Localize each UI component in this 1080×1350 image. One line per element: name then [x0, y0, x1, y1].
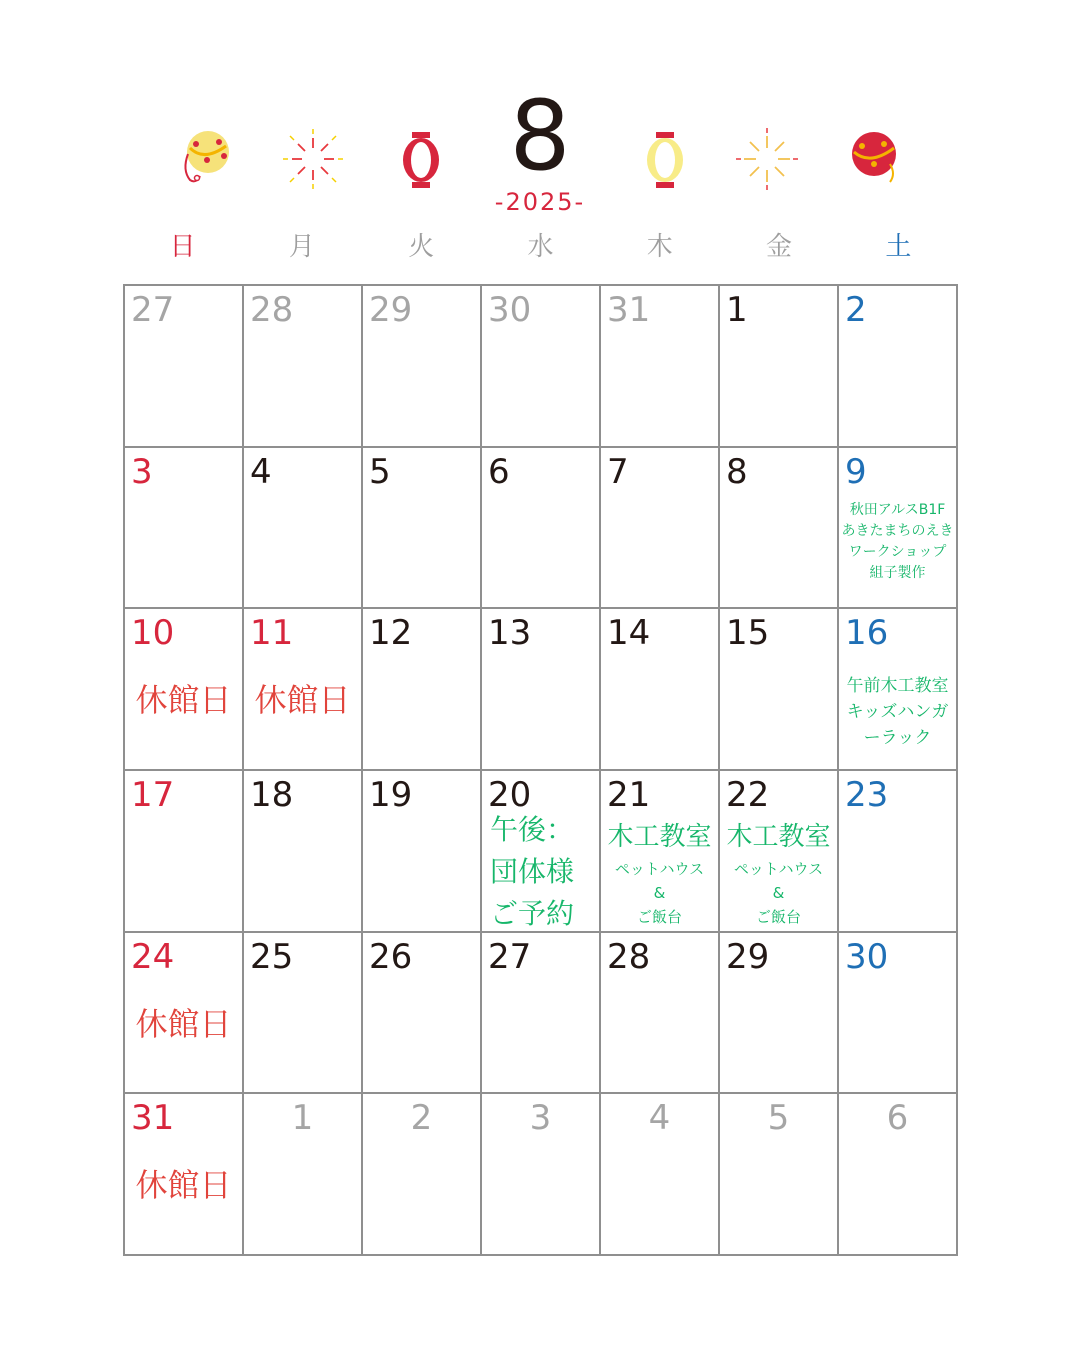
day-cell[interactable]: [125, 448, 244, 610]
day-cell[interactable]: [125, 771, 244, 933]
day-cell[interactable]: [839, 1094, 958, 1256]
day-number: 6: [886, 1098, 909, 1139]
day-number: 15: [726, 613, 770, 654]
lantern-red-icon: [386, 124, 456, 194]
day-cell[interactable]: [839, 609, 958, 771]
event-text: ワークショップ: [848, 543, 947, 560]
day-cell[interactable]: [244, 933, 363, 1095]
event-text: &: [772, 884, 785, 902]
day-number: 29: [369, 290, 413, 330]
day-number: 17: [131, 775, 175, 815]
day-number: 24: [131, 936, 175, 977]
day-number: 3: [529, 1098, 552, 1139]
day-number: 27: [488, 936, 532, 977]
wind-chime-yellow-icon: [174, 124, 244, 194]
weekday-fri: 金: [766, 232, 793, 262]
day-number: 23: [845, 775, 889, 815]
day-number: 31: [131, 1098, 175, 1139]
wind-chime-red-icon: [840, 124, 910, 194]
day-number: 22: [726, 775, 770, 815]
day-number: 28: [250, 290, 294, 330]
day-cell[interactable]: [720, 933, 839, 1095]
firework-red-icon: [278, 124, 348, 194]
weekday-sun: 日: [169, 232, 196, 262]
event-text: ご飯台: [755, 908, 801, 926]
day-number: 13: [488, 613, 532, 654]
event-text: あきたまちのえき: [841, 522, 954, 539]
day-cell[interactable]: [244, 609, 363, 771]
day-cell[interactable]: [601, 771, 720, 933]
day-number: 3: [131, 451, 153, 492]
day-cell[interactable]: [720, 609, 839, 771]
day-cell[interactable]: [601, 448, 720, 610]
day-number: 7: [607, 451, 629, 492]
firework-gold-icon: [732, 124, 802, 194]
day-number: 18: [250, 775, 294, 815]
day-cell[interactable]: [125, 286, 244, 448]
day-cell[interactable]: [839, 286, 958, 448]
event-text: &: [653, 884, 666, 902]
day-cell[interactable]: [601, 1094, 720, 1256]
day-number: 20: [488, 775, 532, 815]
lantern-yellow-icon: [630, 124, 700, 194]
day-number: 9: [845, 451, 867, 492]
event-text: 午後：: [490, 813, 575, 846]
day-number: 21: [607, 775, 651, 815]
day-cell[interactable]: [720, 448, 839, 610]
day-cell[interactable]: [363, 448, 482, 610]
day-number: 11: [250, 613, 294, 654]
day-number: 6: [488, 451, 510, 492]
event-text: 秋田アルスB1F: [849, 501, 946, 518]
day-number: 5: [767, 1098, 790, 1139]
day-number: 4: [648, 1098, 671, 1139]
closed-label: 休館日: [135, 1166, 232, 1205]
event-title: 木工教室: [726, 822, 831, 852]
weekday-wed: 水: [527, 232, 554, 262]
day-number: 14: [607, 613, 651, 654]
day-cell[interactable]: [363, 1094, 482, 1256]
event-text: 団体様: [490, 855, 575, 888]
weekday-mon: 月: [288, 232, 315, 262]
day-cell[interactable]: [363, 771, 482, 933]
event-text: ーラック: [863, 728, 932, 749]
day-number: 8: [726, 451, 748, 492]
day-cell[interactable]: [244, 448, 363, 610]
day-cell[interactable]: [363, 286, 482, 448]
day-cell[interactable]: [482, 933, 601, 1095]
day-cell[interactable]: [839, 448, 958, 610]
closed-label: 休館日: [254, 681, 351, 720]
event-text: 組子製作: [869, 564, 926, 581]
event-text: 午前木工教室: [846, 676, 949, 697]
event-text: ご飯台: [636, 908, 682, 926]
day-number: 1: [726, 290, 748, 330]
day-cell[interactable]: [839, 771, 958, 933]
day-cell[interactable]: [720, 1094, 839, 1256]
event-title: 木工教室: [607, 822, 712, 852]
day-number: 31: [607, 290, 651, 330]
day-number: 27: [131, 290, 175, 330]
day-cell[interactable]: [720, 286, 839, 448]
day-cell[interactable]: [363, 933, 482, 1095]
year-label: -2025-: [494, 188, 586, 216]
weekday-tue: 火: [408, 232, 435, 262]
day-number: 2: [845, 290, 867, 330]
day-number: 28: [607, 936, 651, 977]
weekday-sat: 土: [885, 232, 912, 262]
weekday-thu: 木: [646, 232, 673, 262]
weekday-header: [123, 226, 958, 266]
day-cell[interactable]: [601, 609, 720, 771]
day-number: 4: [250, 451, 272, 492]
day-cell[interactable]: [720, 771, 839, 933]
event-text: ペットハウス: [733, 860, 824, 878]
day-cell[interactable]: [363, 609, 482, 771]
calendar-grid: [123, 284, 958, 1256]
day-cell[interactable]: [482, 448, 601, 610]
day-cell[interactable]: [244, 771, 363, 933]
day-cell[interactable]: [244, 1094, 363, 1256]
day-number: 25: [250, 936, 294, 977]
event-text: ペットハウス: [614, 860, 705, 878]
day-number: 2: [410, 1098, 433, 1139]
day-cell[interactable]: [601, 933, 720, 1095]
day-number: 12: [369, 613, 413, 654]
day-cell[interactable]: [482, 286, 601, 448]
day-number: 19: [369, 775, 413, 815]
day-number: 30: [845, 936, 889, 977]
event-text: ご予約: [490, 897, 575, 930]
day-number: 30: [488, 290, 532, 330]
calendar-header: [0, 0, 1080, 230]
day-number: 26: [369, 936, 413, 977]
day-cell[interactable]: [601, 286, 720, 448]
day-cell[interactable]: [125, 933, 244, 1095]
day-number: 1: [291, 1098, 314, 1139]
day-cell[interactable]: [839, 933, 958, 1095]
event-text: キッズハンガ: [846, 702, 949, 723]
closed-label: 休館日: [135, 681, 232, 720]
day-cell[interactable]: [125, 1094, 244, 1256]
day-number: 5: [369, 451, 391, 492]
day-cell[interactable]: [482, 771, 601, 933]
day-cell[interactable]: [125, 609, 244, 771]
day-number: 10: [131, 613, 175, 654]
day-number: 29: [726, 936, 770, 977]
day-cell[interactable]: [482, 609, 601, 771]
day-cell[interactable]: [482, 1094, 601, 1256]
closed-label: 休館日: [135, 1004, 232, 1043]
day-cell[interactable]: [244, 286, 363, 448]
day-number: 16: [845, 613, 889, 654]
month-number: 8: [509, 80, 571, 192]
